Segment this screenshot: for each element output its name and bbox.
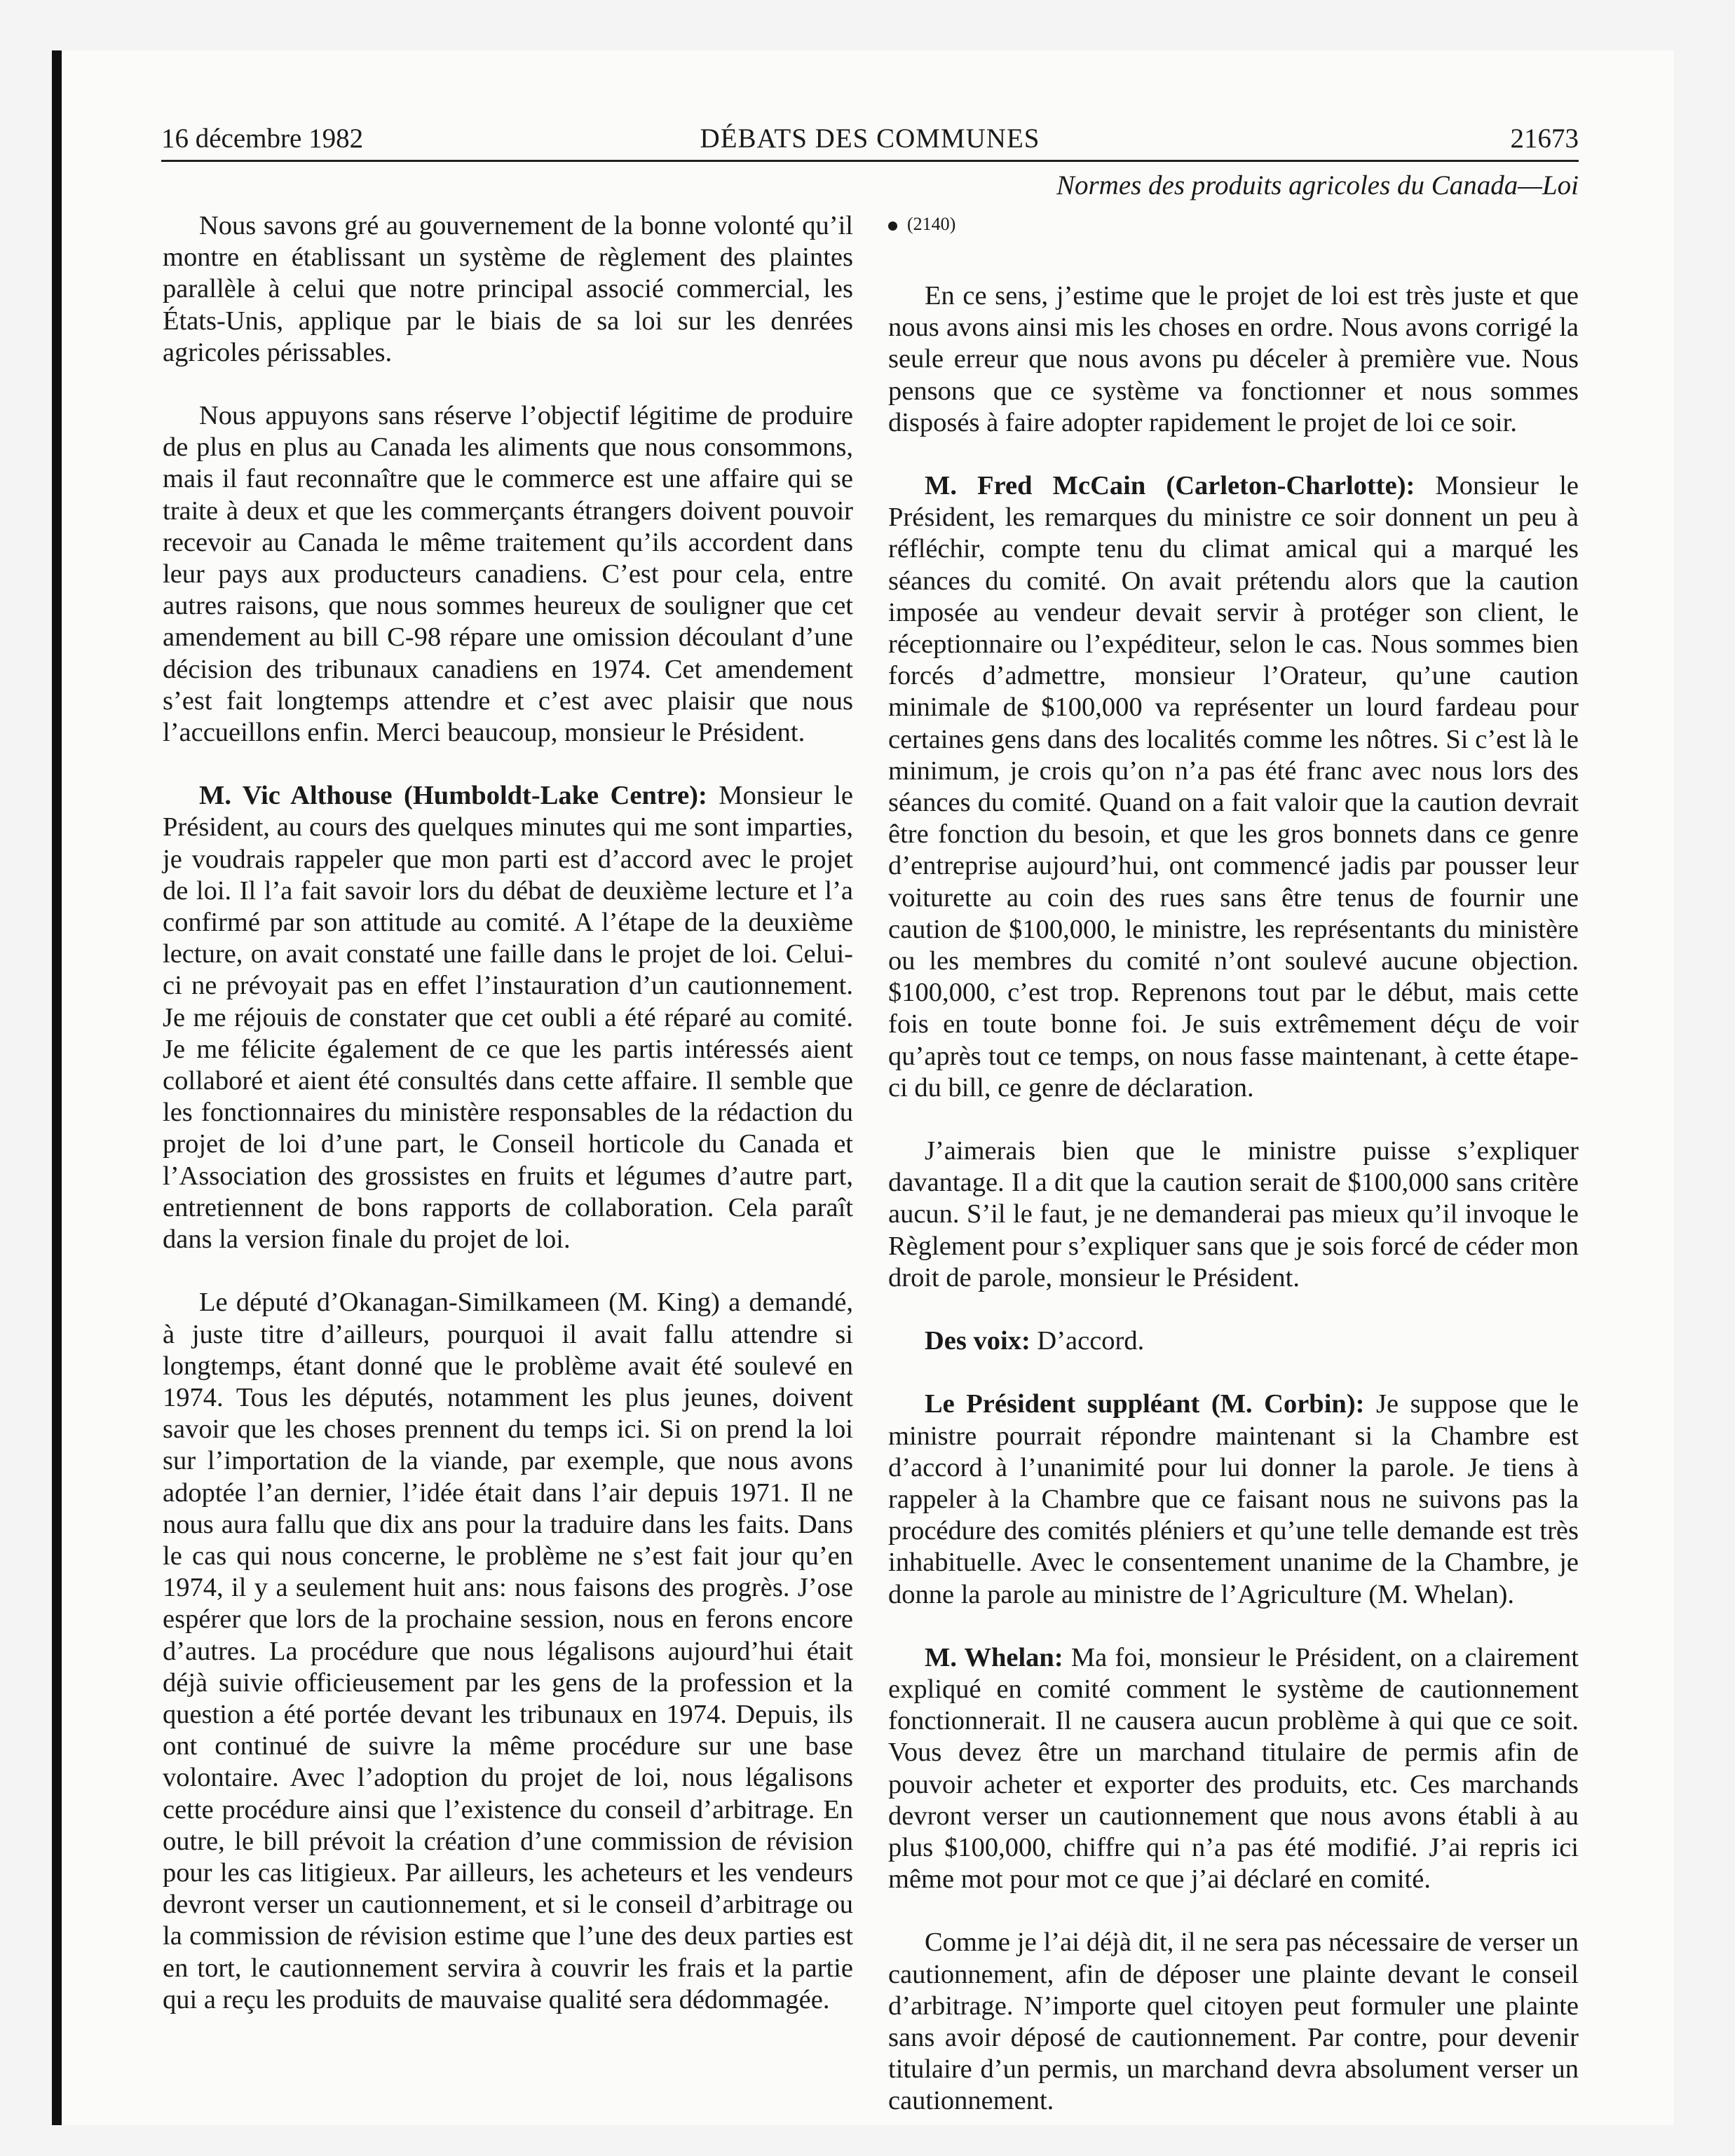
- paragraph-text: En ce sens, j’estime que le projet de loi est très juste et que nous avons ainsi mis les choses en ordre. Nous avons corrigé la seule erreur que nous avons pu déceler à première vue. Nous pensons que ce système va fonctionner et nous sommes disposés à faire adopter rapidement le projet de loi ce soir.: [888, 281, 1579, 437]
- paragraph: [888, 470, 1579, 1104]
- speaker-name: Le Président suppléant (M. Corbin):: [925, 1389, 1365, 1419]
- left-column: [163, 210, 853, 2047]
- paragraph-text: Monsieur le Président, les remarques du ministre ce soir donnent un peu à réfléchir, compte tenu du climat amical qui a marqué les séances du comité. On avait prétendu alors que la caution imposée au vendeur devait servir à protéger son client, le réceptionnaire ou l’expéditeur, selon le cas. Nous sommes bien forcés d’admettre, monsieur l’Orateur, qu’une caution minimale de $100,000 va représenter un lourd fardeau pour certaines gens dans des localités comme les nôtres. Si c’est là le minimum, je crois qu’on n’a pas été franc avec nous lors des séances du comité. Quand on a fait valoir que la caution devrait être fonction du besoin, et que les gros bonnets dans ce genre d’entreprise aujourd’hui, ont commencé jadis par pousser leur voiturette au coin des rues sans être tenus de fournir une caution de $100,000, le ministre, les représentants du ministère ou les membres du comité n’ont soulevé aucune objection. $100,000, c’est trop. Reprenons tout par le début, mais cette fois en toute bonne foi. Je suis extrêmement déçu de voir qu’après tout ce temps, on nous fasse maintenant, à cette étape-ci du bill, ce genre de déclaration.: [888, 471, 1579, 1103]
- paragraph-text: Ma foi, monsieur le Président, on a clairement expliqué en comité comment le système de cautionnement fonctionnerait. Il ne causera aucun problème à qui que ce soit. Vous devez être un marchand titulaire de permis afin de pouvoir acheter et exporter des produits, etc. Ces marchands devront verser un cautionnement que nous avons établi à au plus $100,000, chiffre qui n’a pas été modifié. J’ai repris ici même mot pour mot ce que j’ai déclaré en comité.: [888, 1642, 1579, 1895]
- right-column: [888, 210, 1579, 2149]
- binding-edge: [52, 50, 62, 2125]
- paragraph: [163, 400, 853, 749]
- paragraph: [163, 210, 853, 369]
- time-marker-text: (2140): [907, 214, 956, 234]
- speaker-name: Des voix:: [925, 1326, 1030, 1356]
- header-page-number: 21673: [1510, 123, 1579, 153]
- paragraph: [888, 1389, 1579, 1610]
- paragraph-text: Le député d’Okanagan-Similkameen (M. King) a demandé, à juste titre d’ailleurs, pourquoi il avait fallu attendre si longtemps, étant donné que le problème avait été soulevé en 1974. Tous les députés, notamment les plus jeunes, doivent savoir que les choses prennent du temps ici. Si on prend la loi sur l’importation de la viande, par exemple, que nous avons adoptée l’an dernier, l’idée était dans l’air depuis 1971. Il ne nous aura fallu que dix ans pour la traduire dans les faits. Dans le cas qui nous concerne, le problème ne s’est fait jour qu’en 1974, il y a seulement huit ans: nous faisons des progrès. J’ose espérer que lors de la prochaine session, nous en ferons encore d’autres. La procédure que nous légalisons aujourd’hui était déjà suivie officieusement par les gens de la profession et la question a été portée devant les tribunaux en 1974. Depuis, ils ont continué de suivre la même procédure sur une base volontaire. Avec l’adoption du projet de loi, nous légalisons cette procédure ainsi que l’existence du conseil d’arbitrage. En outre, le bill prévoit la création d’une commission de révision pour les cas litigieux. Par ailleurs, les acheteurs et les vendeurs devront verser un cautionnement, et si le conseil d’arbitrage ou la commission de révision estime que l’une des deux parties est en tort, le cautionnement servira à couvrir les frais et la partie qui a reçu les produits de mauvaise qualité sera dédommagée.: [163, 1288, 853, 2014]
- speaker-name: M. Vic Althouse (Humboldt-Lake Centre):: [199, 781, 707, 811]
- paragraph: [163, 1287, 853, 2016]
- paragraph-text: Monsieur le Président, au cours des quelques minutes qui me sont imparties, je voudrais rappeler que mon parti est d’accord avec le projet de loi. Il l’a fait savoir lors du débat de deuxième lecture et l’a confirmé par son attitude au comité. A l’étape de la deuxième lecture, on avait constaté une faille dans le projet de loi. Celui-ci ne prévoyait pas en effet l’instauration d’un cautionnement. Je me réjouis de constater que cet oubli a été réparé au comité. Je me félicite également de ce que les partis intéressés aient collaboré et aient été consultés dans cette affaire. Il semble que les fonctionnaires du ministère responsables de la rédaction du projet de loi d’une part, le Conseil horticole du Canada et l’Association des grossistes en fruits et légumes d’autre part, entretiennent de bons rapports de collaboration. Cela paraît dans la version finale du projet de loi.: [163, 781, 853, 1255]
- paragraph: [888, 1642, 1579, 1896]
- paragraph: [163, 780, 853, 1255]
- paragraph: [888, 1135, 1579, 1294]
- time-marker: [888, 210, 1579, 238]
- paragraph-text: Je suppose que le ministre pourrait répondre maintenant si la Chambre est d’accord à l’unanimité pour lui donner la parole. Je tiens à rappeler à la Chambre que ce faisant nous ne suivons pas la procédure des comités pléniers et qu’une telle demande est très inhabituelle. Avec le consentement unanime de la Chambre, je donne la parole au ministre de l’Agriculture (M. Whelan).: [888, 1389, 1579, 1609]
- paragraph-text: Nous appuyons sans réserve l’objectif légitime de produire de plus en plus au Canada les aliments que nous consommons, mais il faut reconnaître que le commerce est une affaire qui se traite à deux et que les commerçants étrangers doivent pouvoir recevoir au Canada le même traitement qu’ils accordent dans leur pays aux producteurs canadiens. C’est pour cela, entre autres raisons, que nous sommes heureux de souligner que cet amendement au bill C-98 répare une omission découlant d’une décision des tribunaux canadiens en 1974. Cet amendement s’est fait longtemps attendre et c’est avec plaisir que nous l’accueillons enfin. Merci beaucoup, monsieur le Président.: [163, 401, 853, 748]
- paragraph: [888, 280, 1579, 439]
- running-header: [161, 118, 1579, 162]
- paragraph: [888, 1325, 1579, 1357]
- paragraph: [888, 1927, 1579, 2117]
- speaker-name: M. Fred McCain (Carleton-Charlotte):: [925, 471, 1415, 501]
- paragraph-text: Comme je l’ai déjà dit, il ne sera pas nécessaire de verser un cautionnement, afin de déposer une plainte devant le conseil d’arbitrage. N’importe quel citoyen peut formuler une plainte sans avoir déposé de cautionnement. Par contre, pour devenir titulaire d’un permis, un marchand devra absolument verser un cautionnement.: [888, 1928, 1579, 2116]
- header-title: DÉBATS DES COMMUNES: [700, 123, 1040, 153]
- section-subheader: Normes des produits agricoles du Canada—Loi: [1056, 170, 1579, 200]
- paragraph-text: J’aimerais bien que le ministre puisse s’expliquer davantage. Il a dit que la caution serait de $100,000 sans critère aucun. S’il le faut, je ne demanderai pas mieux qu’il invoque le Règlement pour s’expliquer sans que je sois forcé de céder mon droit de parole, monsieur le Président.: [888, 1136, 1579, 1292]
- paragraph-text: D’accord.: [1037, 1326, 1145, 1356]
- paragraph-text: Nous savons gré au gouvernement de la bonne volonté qu’il montre en établissant un système de règlement des plaintes parallèle à celui que notre principal associé commercial, les États-Unis, applique par le biais de sa loi sur les denrées agricoles périssables.: [163, 211, 853, 367]
- bullet-icon: [888, 221, 897, 231]
- header-date: 16 décembre 1982: [161, 123, 364, 153]
- speaker-name: M. Whelan:: [925, 1642, 1063, 1672]
